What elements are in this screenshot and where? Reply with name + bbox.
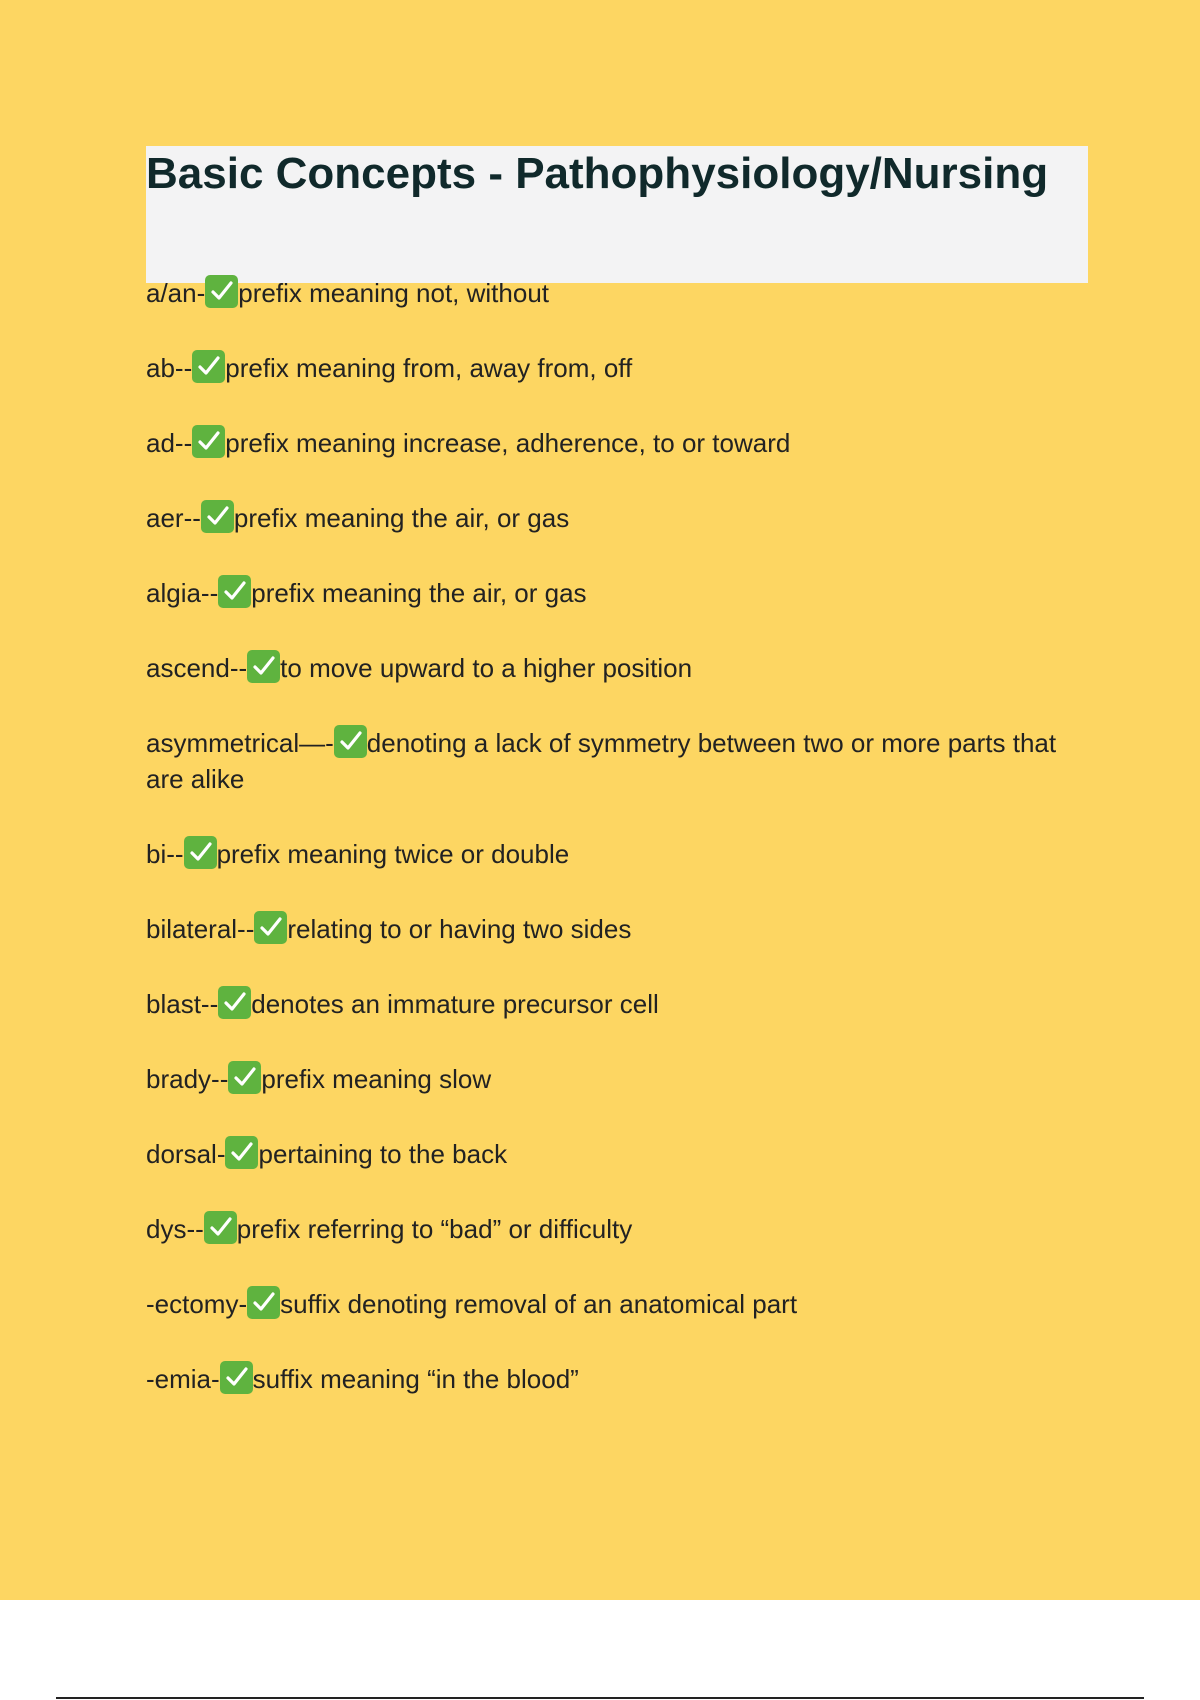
term-definition: prefix meaning from, away from, off: [225, 353, 633, 383]
list-item: [146, 275, 1086, 311]
list-item: [146, 350, 1086, 386]
list-item: [146, 650, 1086, 686]
term-label: aer--: [146, 503, 201, 533]
check-mark-button-icon: [220, 1361, 253, 1394]
term-definition: prefix meaning the air, or gas: [251, 578, 587, 608]
term-definition: to move upward to a higher position: [280, 653, 693, 683]
term-definition: prefix meaning slow: [261, 1064, 492, 1094]
check-mark-button-icon: [218, 986, 251, 1019]
list-item: [146, 836, 1086, 872]
list-item: [146, 1211, 1086, 1247]
list-item: [146, 986, 1086, 1022]
term-definition: prefix meaning increase, adherence, to or toward: [225, 428, 791, 458]
term-label: blast--: [146, 989, 219, 1019]
list-item: [146, 1061, 1086, 1097]
term-label: algia--: [146, 578, 219, 608]
list-item: [146, 500, 1086, 536]
list-item: [146, 911, 1086, 947]
check-mark-button-icon: [192, 350, 225, 383]
term-label: bi--: [146, 839, 184, 869]
list-item: [146, 425, 1086, 461]
term-label: ad--: [146, 428, 193, 458]
check-mark-button-icon: [228, 1061, 261, 1094]
check-mark-button-icon: [334, 725, 367, 758]
check-mark-button-icon: [204, 1211, 237, 1244]
term-label: ab--: [146, 353, 193, 383]
check-mark-button-icon: [247, 1286, 280, 1319]
term-definition: pertaining to the back: [258, 1139, 508, 1169]
term-label: -emia-: [146, 1364, 220, 1394]
page-title: Basic Concepts - Pathophysiology/Nursing: [146, 149, 1049, 198]
check-mark-button-icon: [205, 275, 238, 308]
check-mark-button-icon: [184, 836, 217, 869]
term-label: bilateral--: [146, 914, 255, 944]
list-item: [146, 575, 1086, 611]
list-item: [146, 1136, 1086, 1172]
check-mark-button-icon: [201, 500, 234, 533]
term-label: dorsal-: [146, 1139, 226, 1169]
term-definition: prefix meaning not, without: [238, 278, 549, 308]
term-label: -ectomy-: [146, 1289, 248, 1319]
check-mark-button-icon: [225, 1136, 258, 1169]
term-definition: suffix meaning “in the blood”: [252, 1364, 579, 1394]
term-label: asymmetrical—-: [146, 728, 334, 758]
list-item: [146, 725, 1086, 797]
check-mark-button-icon: [192, 425, 225, 458]
list-item: [146, 1361, 1086, 1397]
term-definition: relating to or having two sides: [287, 914, 632, 944]
term-definition: prefix meaning the air, or gas: [233, 503, 570, 533]
term-label: ascend--: [146, 653, 248, 683]
term-label: brady--: [146, 1064, 229, 1094]
term-definition: prefix referring to “bad” or difficulty: [236, 1214, 633, 1244]
term-label: a/an-: [146, 278, 206, 308]
term-definition: prefix meaning twice or double: [216, 839, 570, 869]
list-item: [146, 1286, 1086, 1322]
footer-divider: [56, 1697, 1144, 1699]
glossary-list: [146, 275, 1086, 1436]
check-mark-button-icon: [247, 650, 280, 683]
term-definition: denoting a lack of symmetry between two or more parts that are alike: [146, 728, 1057, 794]
term-definition: suffix denoting removal of an anatomical part: [280, 1289, 798, 1319]
check-mark-button-icon: [218, 575, 251, 608]
term-definition: denotes an immature precursor cell: [251, 989, 659, 1019]
check-mark-button-icon: [254, 911, 287, 944]
term-label: dys--: [146, 1214, 204, 1244]
